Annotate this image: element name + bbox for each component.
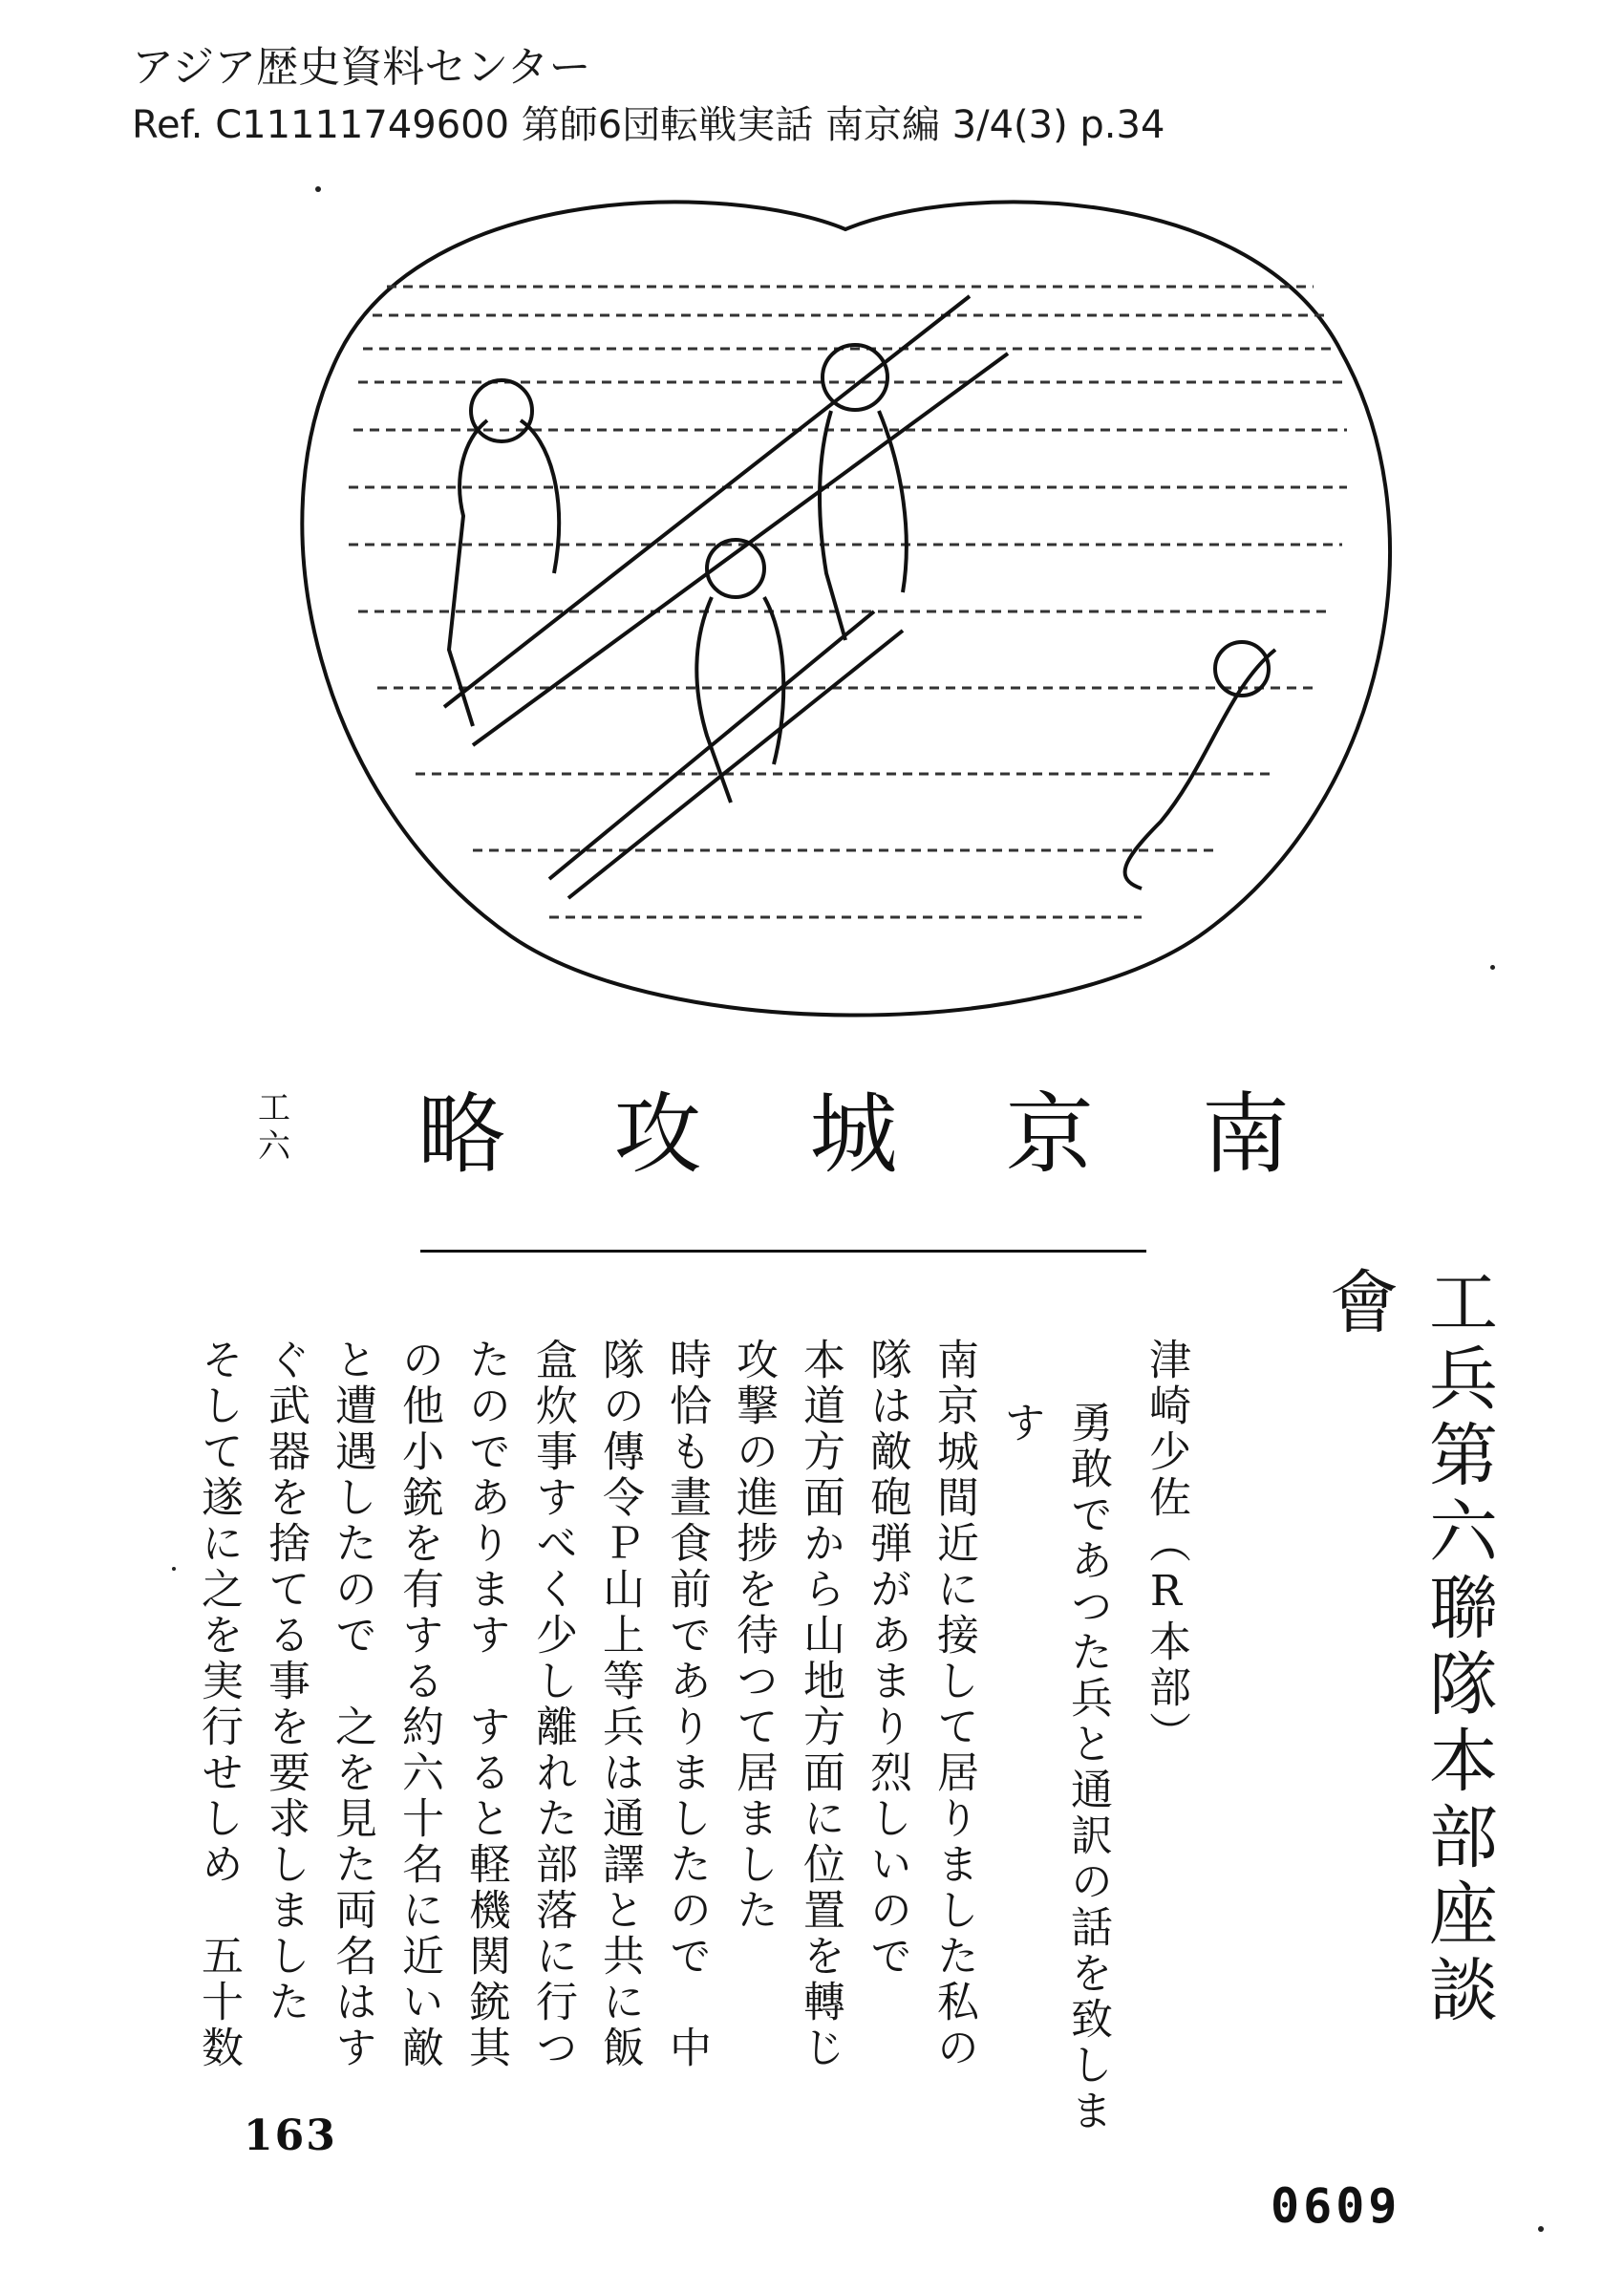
body-line: の他小銃を有する約六十名に近い敵 bbox=[395, 1338, 443, 2071]
title-char: 南 bbox=[1201, 1083, 1290, 1186]
archive-stamp bbox=[132, 38, 1165, 153]
body-line: ぐ武器を捨てる事を要求しました bbox=[261, 1338, 310, 2025]
archive-name: アジア歴史資料センター bbox=[132, 43, 591, 92]
title-char: 城 bbox=[809, 1083, 898, 1186]
body-line: 盒炊事すべく少し離れた部落に行つ bbox=[528, 1338, 577, 2071]
body-line: 隊は敵砲弾があまり烈しいので bbox=[863, 1338, 911, 1980]
title-unit-line2: 六 bbox=[258, 1127, 290, 1166]
body-line: と遭遇したので 之を見た両名はす bbox=[328, 1338, 376, 2071]
page-number: 163 bbox=[244, 2111, 337, 2160]
title-divider bbox=[420, 1250, 1146, 1253]
scan-speck bbox=[1490, 965, 1495, 970]
body-line: 時恰も晝食前でありましたので 中 bbox=[662, 1338, 711, 2071]
article-body bbox=[194, 1338, 1199, 2159]
title-unit-line1: 工 bbox=[258, 1089, 290, 1127]
body-line: そして遂に之を実行せしめ 五十数 bbox=[194, 1338, 243, 2071]
title-row bbox=[258, 1070, 1290, 1185]
title-char: 攻 bbox=[613, 1083, 702, 1186]
scan-speck bbox=[315, 186, 321, 192]
body-line: たのであります すると軽機関銃其 bbox=[461, 1338, 510, 2071]
document-number: 0609 bbox=[1271, 2178, 1401, 2234]
speaker-name: 津崎少佐（R本部） bbox=[1142, 1338, 1190, 1757]
scan-speck bbox=[1538, 2226, 1544, 2232]
body-line: 隊の傳令Ｐ山上等兵は通譯と共に飯 bbox=[595, 1338, 644, 2071]
article-heading: 工兵第六聯隊本部座談會 bbox=[1318, 1266, 1498, 2030]
soldiers-crossing-river-illustration bbox=[282, 191, 1409, 1032]
title-char: 略 bbox=[417, 1083, 506, 1186]
archive-reference: Ref. C11111749600 第師6団転戦実話 南京編 3/4(3) p.34 bbox=[132, 103, 1165, 147]
body-line: 南京城間近に接して居りました私の bbox=[930, 1338, 978, 2071]
body-line: 本道方面から山地方面に位置を轉じ bbox=[796, 1338, 844, 2071]
body-line: 攻撃の進捗を待つて居ました bbox=[729, 1338, 778, 1934]
title-unit bbox=[258, 1089, 290, 1166]
body-line: 勇敢であつた兵と通訳の話を致します bbox=[996, 1401, 1112, 2134]
title-char: 京 bbox=[1005, 1083, 1094, 1186]
scan-speck bbox=[172, 1567, 176, 1571]
